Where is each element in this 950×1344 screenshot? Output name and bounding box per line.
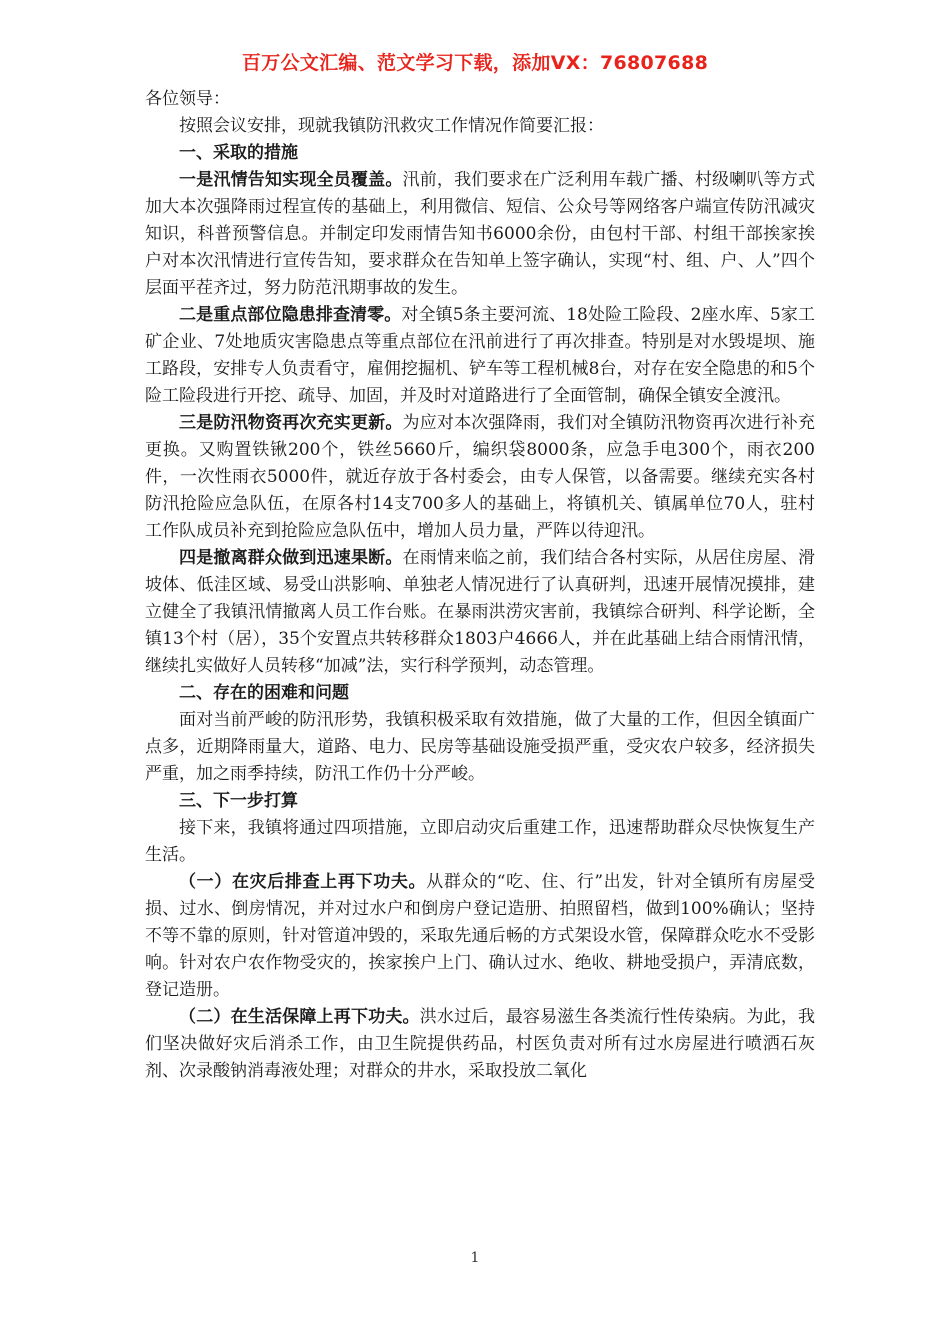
paragraph-measure-4 bbox=[145, 545, 815, 680]
section-heading-measures: 一、采取的措施 bbox=[179, 143, 298, 163]
measure-1-lead: 一是汛情告知实现全员覆盖。 bbox=[179, 170, 403, 190]
intro-paragraph: 按照会议安排，现就我镇防汛救灾工作情况作简要汇报： bbox=[179, 116, 604, 136]
paragraph-next-intro: 接下来，我镇将通过四项措施，立即启动灾后重建工作，迅速帮助群众尽快恢复生产生活。 bbox=[145, 818, 815, 865]
measure-4-body: 在雨情来临之前，我们结合各村实际，从居住房屋、滑坡体、低洼区域、易受山洪影响、单独老人情况进行了认真研判，迅速开展情况摸排，建立健全了我镇汛情撤离人员工作台账。在暴雨洪涝灾害前，我镇综合研判、科学论断，全镇13个村（居），35个安置点共转移群众1803户4666人，并在此基础上结合雨情汛情，继续扎实做好人员转移“加减”法，实行科学预判，动态管理。 bbox=[145, 548, 816, 676]
paragraph-measure-1 bbox=[145, 167, 815, 302]
section-heading-next-steps: 三、下一步打算 bbox=[179, 791, 298, 811]
paragraph-measure-3 bbox=[145, 410, 815, 545]
measure-3-body: 为应对本次强降雨，我们对全镇防汛物资再次进行补充更换。又购置铁锹200个，铁丝5660斤，编织袋8000条，应急手电300个，雨衣200件，一次性雨衣5000件，就近存放于各村委会，由专人保管，以备需要。继续充实各村防汛抢险应急队伍，在原各村14支700多人的基础上，将镇机关、镇属单位70人，驻村工作队成员补充到抢险应急队伍中，增加人员力量，严阵以待迎汛。 bbox=[145, 413, 816, 541]
measure-4-lead: 四是撤离群众做到迅速果断。 bbox=[179, 548, 403, 568]
section-heading-problems: 二、存在的困难和问题 bbox=[179, 683, 349, 703]
paragraph-problems: 面对当前严峻的防汛形势，我镇积极采取有效措施，做了大量的工作，但因全镇面广点多，近期降雨量大，道路、电力、民房等基础设施受损严重，受灾农户较多，经济损失严重，加之雨季持续，防汛工作仍十分严峻。 bbox=[145, 710, 815, 784]
next-2-body: 洪水过后，最容易滋生各类流行性传染病。为此，我们坚决做好灾后消杀工作，由卫生院提供药品，村医负责对所有过水房屋进行喷洒石灰剂、次录酸钠消毒液处理；对群众的井水，采取投放二氧化 bbox=[145, 1007, 816, 1081]
measure-2-lead: 二是重点部位隐患排查清零。 bbox=[179, 305, 402, 325]
measure-2-body: 对全镇5条主要河流、18处险工险段、2座水库、5家工矿企业、7处地质灾害隐患点等重点部位在汛前进行了再次排查。特别是对水毁堤坝、施工路段，安排专人负责看守，雇佣挖掘机、铲车等工程机械8台，对存在安全隐患的和5个险工险段进行开挖、疏导、加固，并及时对道路进行了全面管制，确保全镇安全渡汛。 bbox=[145, 305, 815, 406]
paragraph-measure-2 bbox=[145, 302, 815, 410]
paragraph-next-1 bbox=[145, 869, 815, 1004]
paragraph-next-2 bbox=[145, 1004, 815, 1085]
measure-3-lead: 三是防汛物资再次充实更新。 bbox=[179, 413, 403, 433]
next-1-body: 从群众的“吃、住、行”出发，针对全镇所有房屋受损、过水、倒房情况，并对过水户和倒房户登记造册、拍照留档，做到100%确认；坚持不等不靠的原则，针对管道冲毁的，采取先通后畅的方式架设水管，保障群众吃水不受影响。针对农户农作物受灾的，挨家挨户上门、确认过水、绝收、耕地受损户，弄清底数，登记造册。 bbox=[145, 872, 815, 1000]
document-body bbox=[145, 86, 815, 1085]
page-number: 1 bbox=[470, 1250, 480, 1266]
next-2-lead: （二）在生活保障上再下功夫。 bbox=[179, 1007, 420, 1027]
greeting: 各位领导： bbox=[145, 89, 230, 109]
next-1-lead: （一）在灾后排查上再下功夫。 bbox=[179, 872, 427, 892]
watermark-banner: 百万公文汇编、范文学习下载，添加VX：76807688 bbox=[241, 52, 709, 74]
measure-1-body: 汛前，我们要求在广泛利用车载广播、村级喇叭等方式加大本次强降雨过程宣传的基础上，利用微信、短信、公众号等网络客户端宣传防汛减灾知识，科普预警信息。并制定印发雨情告知书6000余份，由包村干部、村组干部挨家挨户对本次汛情进行宣传告知，要求群众在告知单上签字确认，实现“村、组、户、人”四个层面平茬齐过，努力防范汛期事故的发生。 bbox=[145, 170, 816, 298]
